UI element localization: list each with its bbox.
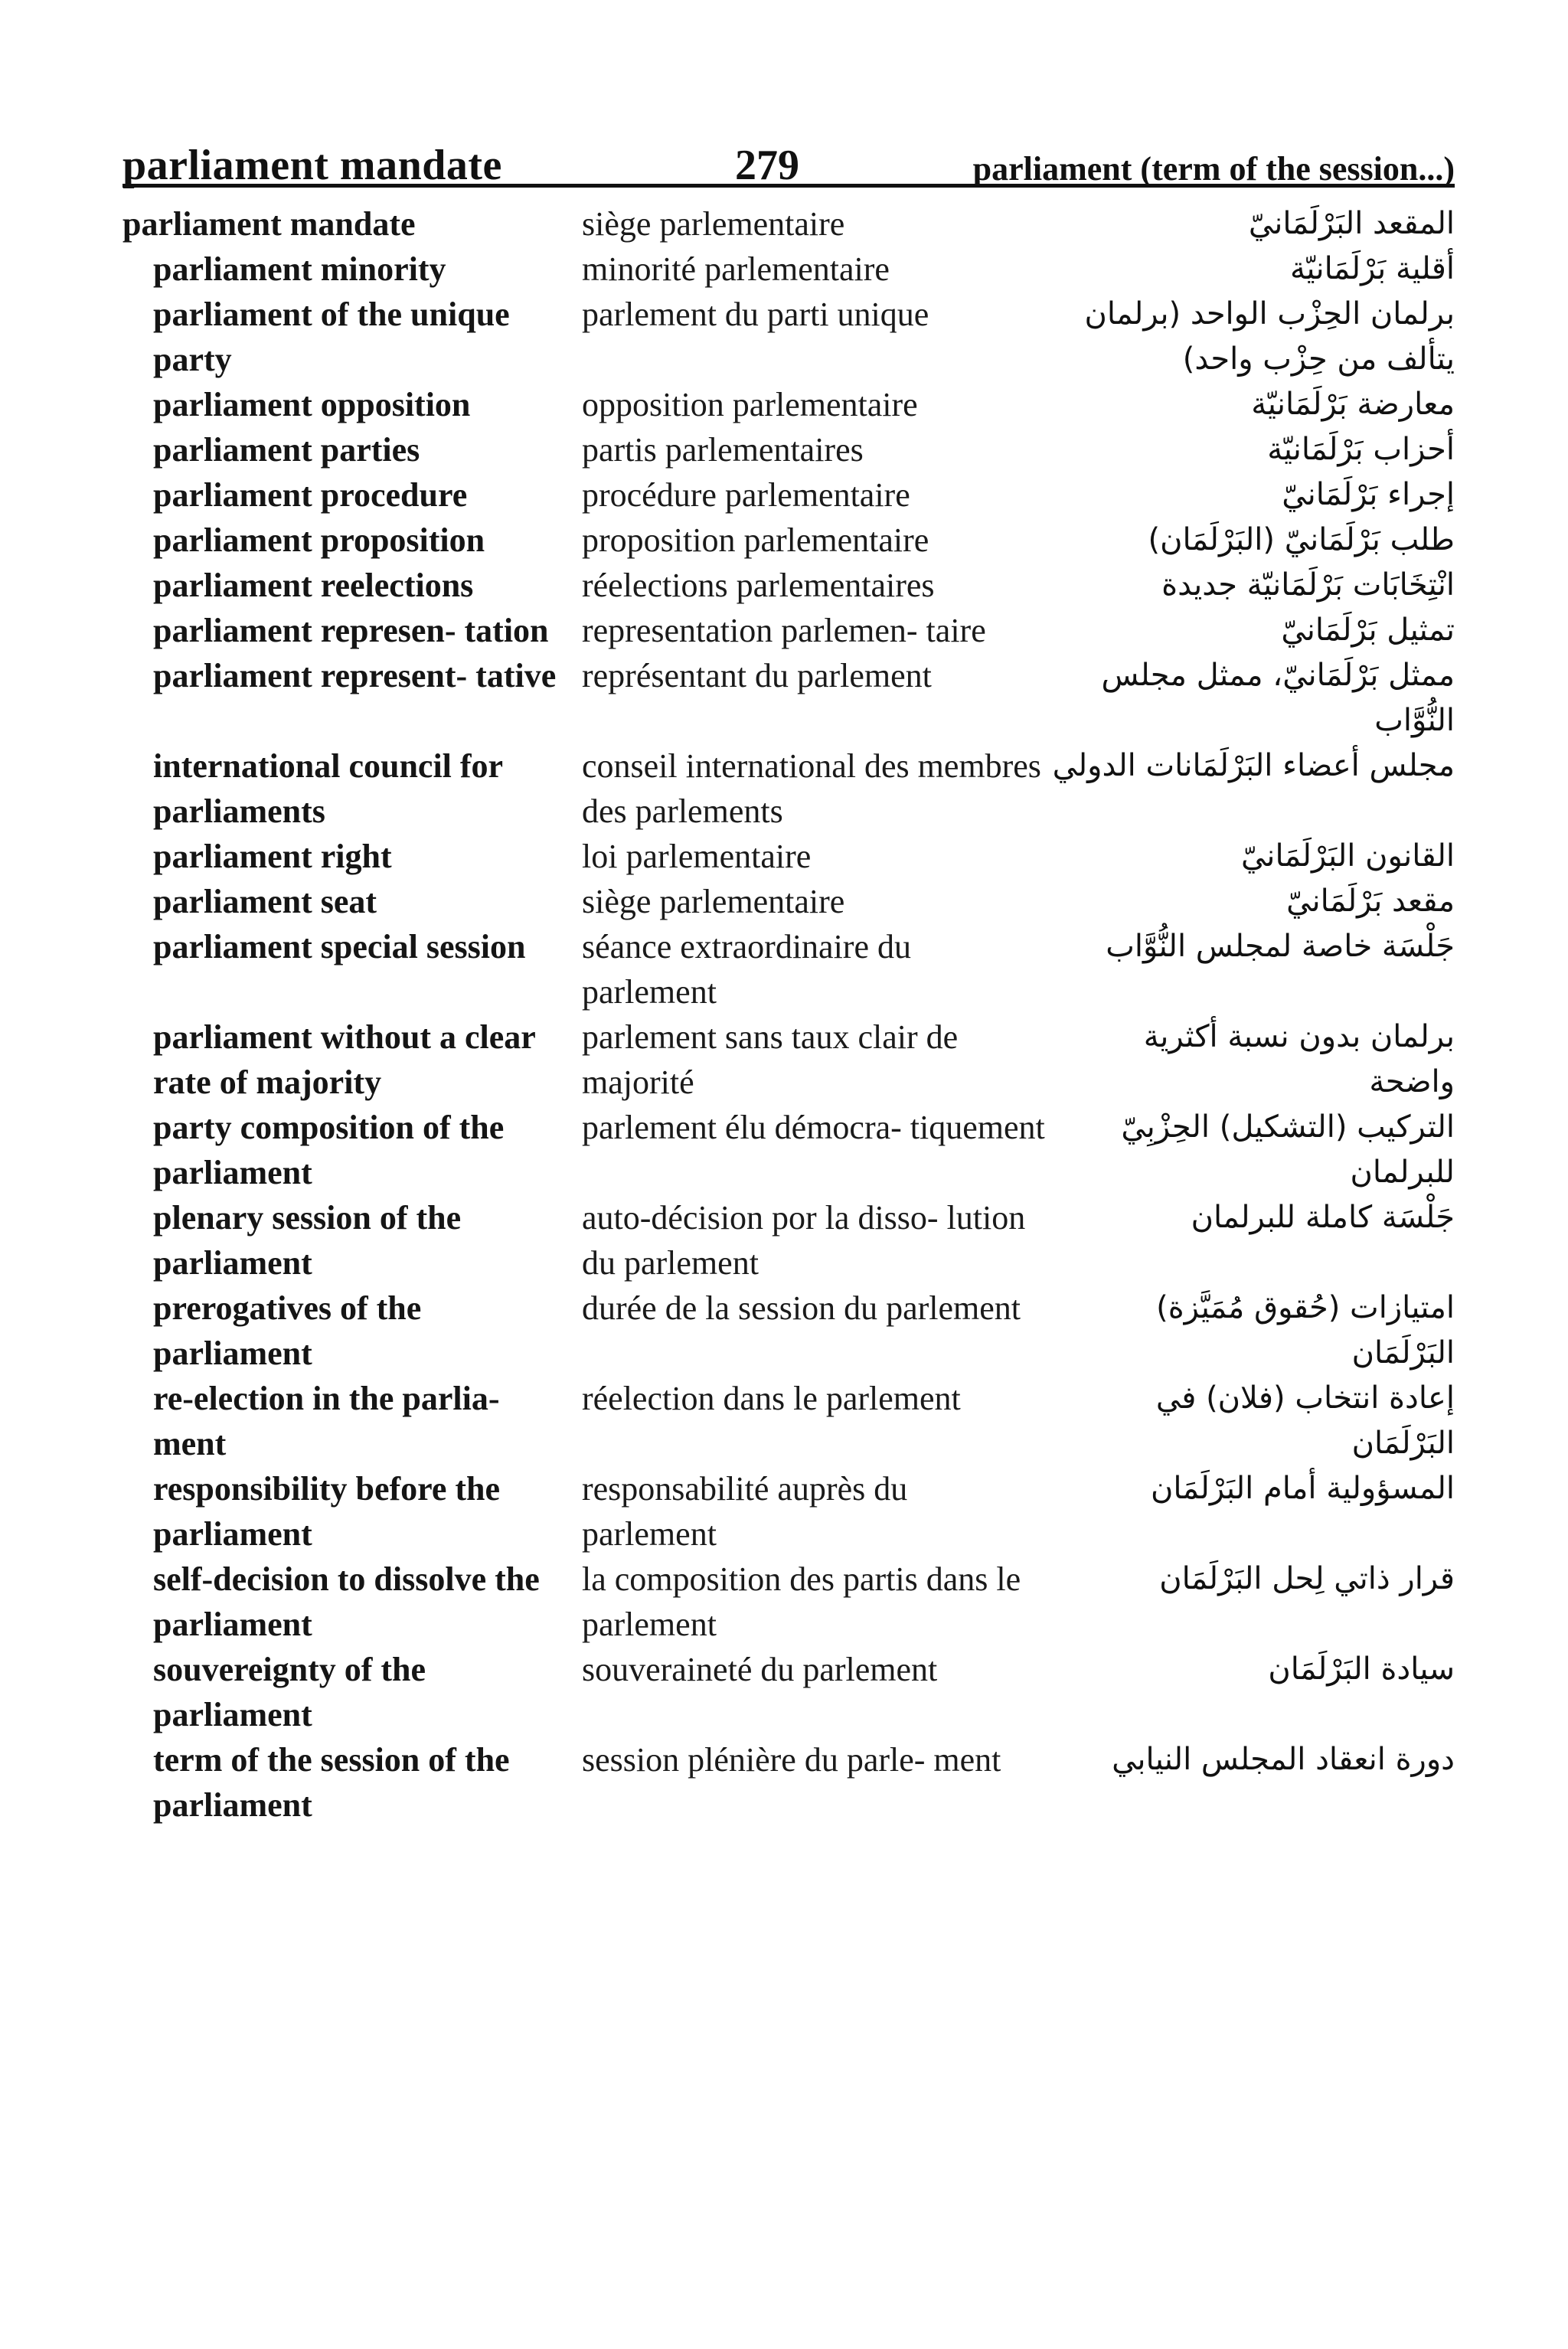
header-guide-word-left: parliament mandate bbox=[122, 142, 502, 189]
arabic-term: إعادة انتخاب (فلان) في البَرْلَمَان bbox=[1155, 1380, 1455, 1461]
list-item bbox=[122, 1737, 1455, 1828]
french-term: la composition des partis dans le parlement bbox=[582, 1560, 1021, 1643]
arabic-term: المسؤولية أمام البَرْلَمَان bbox=[1150, 1471, 1455, 1506]
list-item bbox=[122, 1014, 1455, 1105]
running-header bbox=[122, 130, 1455, 188]
english-term: parliament represent- tative bbox=[153, 657, 557, 694]
list-item bbox=[122, 834, 1455, 879]
list-item bbox=[122, 1376, 1455, 1466]
french-term: proposition parlementaire bbox=[582, 521, 929, 559]
french-term: parlement sans taux clair de majorité bbox=[582, 1018, 959, 1101]
list-item bbox=[122, 879, 1455, 924]
arabic-term: برلمان بدون نسبة أكثرية واضحة bbox=[1143, 1019, 1455, 1099]
english-term: souvereignty of the parliament bbox=[153, 1651, 426, 1733]
english-term: responsibility before the parliament bbox=[153, 1470, 501, 1553]
english-term: parliament proposition bbox=[153, 521, 485, 559]
arabic-term: إجراء بَرْلَمَانيّ bbox=[1282, 477, 1455, 512]
french-term: partis parlementaires bbox=[582, 431, 864, 469]
english-term: plenary session of the parliament bbox=[153, 1199, 462, 1282]
french-term: procédure parlementaire bbox=[582, 476, 910, 514]
french-term: session plénière du parle- ment bbox=[582, 1741, 1001, 1779]
arabic-term: قرار ذاتي لِحل البَرْلَمَان bbox=[1159, 1561, 1455, 1596]
english-term: parliament right bbox=[153, 838, 392, 875]
arabic-term: امتيازات (حُقوق مُمَيَّزة) البَرْلَمَان bbox=[1156, 1290, 1455, 1371]
list-item bbox=[122, 247, 1455, 292]
french-term: parlement élu démocra- tiquement bbox=[582, 1109, 1045, 1146]
french-term: opposition parlementaire bbox=[582, 386, 918, 423]
page-number: 279 bbox=[735, 142, 799, 189]
english-term: parliament special session bbox=[153, 928, 526, 965]
list-item bbox=[122, 518, 1455, 563]
english-term: parliament mandate bbox=[122, 205, 416, 243]
english-term: parliament without a clear rate of majority bbox=[153, 1018, 536, 1101]
english-term: international council for parliaments bbox=[153, 747, 503, 830]
arabic-term: مقعد بَرْلَمَانيّ bbox=[1286, 884, 1455, 919]
french-term: conseil international des membres des parlements bbox=[582, 747, 1041, 830]
arabic-term: مجلس أعضاء البَرْلَمَانات الدولي bbox=[1052, 748, 1455, 783]
dictionary-page bbox=[122, 130, 1455, 1828]
list-item bbox=[122, 1195, 1455, 1286]
list-item bbox=[122, 924, 1455, 1014]
english-term: re-election in the parlia- ment bbox=[153, 1380, 500, 1462]
english-term: parliament seat bbox=[153, 883, 377, 920]
list-item bbox=[122, 1105, 1455, 1195]
arabic-term: المقعد البَرْلَمَانيّ bbox=[1248, 206, 1455, 241]
arabic-term: أقلية بَرْلَمَانيّة bbox=[1289, 251, 1455, 286]
arabic-term: التركيب (التشكيل) الحِزْبِيّ للبرلمان bbox=[1121, 1109, 1455, 1190]
entry-list bbox=[122, 201, 1455, 1828]
french-term: réelection dans le parlement bbox=[582, 1380, 961, 1417]
list-item bbox=[122, 427, 1455, 472]
french-term: loi parlementaire bbox=[582, 838, 812, 875]
french-term: auto-décision por la disso- lution du parlement bbox=[582, 1199, 1026, 1282]
french-term: siège parlementaire bbox=[582, 883, 845, 920]
english-term: term of the session of the parliament bbox=[153, 1741, 510, 1824]
english-term: parliament parties bbox=[153, 431, 420, 469]
arabic-term: تمثيل بَرْلَمَانيّ bbox=[1281, 613, 1455, 648]
list-item bbox=[122, 1466, 1455, 1557]
english-term: party composition of the parliament bbox=[153, 1109, 505, 1191]
arabic-term: انْتِخَابَات بَرْلَمَانيّة جديدة bbox=[1161, 567, 1455, 603]
english-term: parliament minority bbox=[153, 250, 446, 288]
english-term: parliament reelections bbox=[153, 567, 474, 604]
english-term: self-decision to dissolve the parliament bbox=[153, 1560, 540, 1643]
list-item bbox=[122, 201, 1455, 247]
french-term: séance extraordinaire du parlement bbox=[582, 928, 911, 1011]
arabic-term: معارضة بَرْلَمَانيّة bbox=[1251, 387, 1455, 422]
list-item bbox=[122, 472, 1455, 518]
list-item bbox=[122, 292, 1455, 382]
list-item bbox=[122, 653, 1455, 743]
arabic-term: برلمان الحِزْب الواحد (برلمان يتألف من حِزْب واحد) bbox=[1084, 296, 1455, 377]
list-item bbox=[122, 743, 1455, 834]
list-item bbox=[122, 608, 1455, 653]
arabic-term: جَلْسَة كاملة للبرلمان bbox=[1191, 1200, 1455, 1235]
arabic-term: ممثل بَرْلَمَانيّ، ممثل مجلس النُّوَّاب bbox=[1101, 658, 1455, 738]
english-term: parliament of the unique party bbox=[153, 296, 510, 378]
french-term: représentant du parlement bbox=[582, 657, 932, 694]
list-item bbox=[122, 1557, 1455, 1647]
arabic-term: دورة انعقاد المجلس النيابي bbox=[1112, 1742, 1455, 1777]
arabic-term: طلب بَرْلَمَانيّ (البَرْلَمَان) bbox=[1148, 522, 1455, 557]
arabic-term: جَلْسَة خاصة لمجلس النُّوَّاب bbox=[1106, 929, 1455, 964]
french-term: réelections parlementaires bbox=[582, 567, 935, 604]
french-term: durée de la session du parlement bbox=[582, 1289, 1021, 1327]
french-term: souveraineté du parlement bbox=[582, 1651, 938, 1688]
list-item bbox=[122, 1286, 1455, 1376]
english-term: parliament opposition bbox=[153, 386, 471, 423]
header-guide-word-right: parliament (term of the session...) bbox=[972, 150, 1455, 188]
list-item bbox=[122, 563, 1455, 608]
list-item bbox=[122, 382, 1455, 427]
arabic-term: سيادة البَرْلَمَان bbox=[1268, 1651, 1455, 1687]
french-term: responsabilité auprès du parlement bbox=[582, 1470, 908, 1553]
french-term: parlement du parti unique bbox=[582, 296, 929, 333]
french-term: representation parlemen- taire bbox=[582, 612, 986, 649]
arabic-term: القانون البَرْلَمَانيّ bbox=[1240, 838, 1455, 874]
english-term: prerogatives of the parliament bbox=[153, 1289, 422, 1372]
french-term: siège parlementaire bbox=[582, 205, 845, 243]
english-term: parliament procedure bbox=[153, 476, 468, 514]
english-term: parliament represen- tation bbox=[153, 612, 549, 649]
french-term: minorité parlementaire bbox=[582, 250, 890, 288]
list-item bbox=[122, 1647, 1455, 1737]
arabic-term: أحزاب بَرْلَمَانيّة bbox=[1267, 432, 1455, 467]
